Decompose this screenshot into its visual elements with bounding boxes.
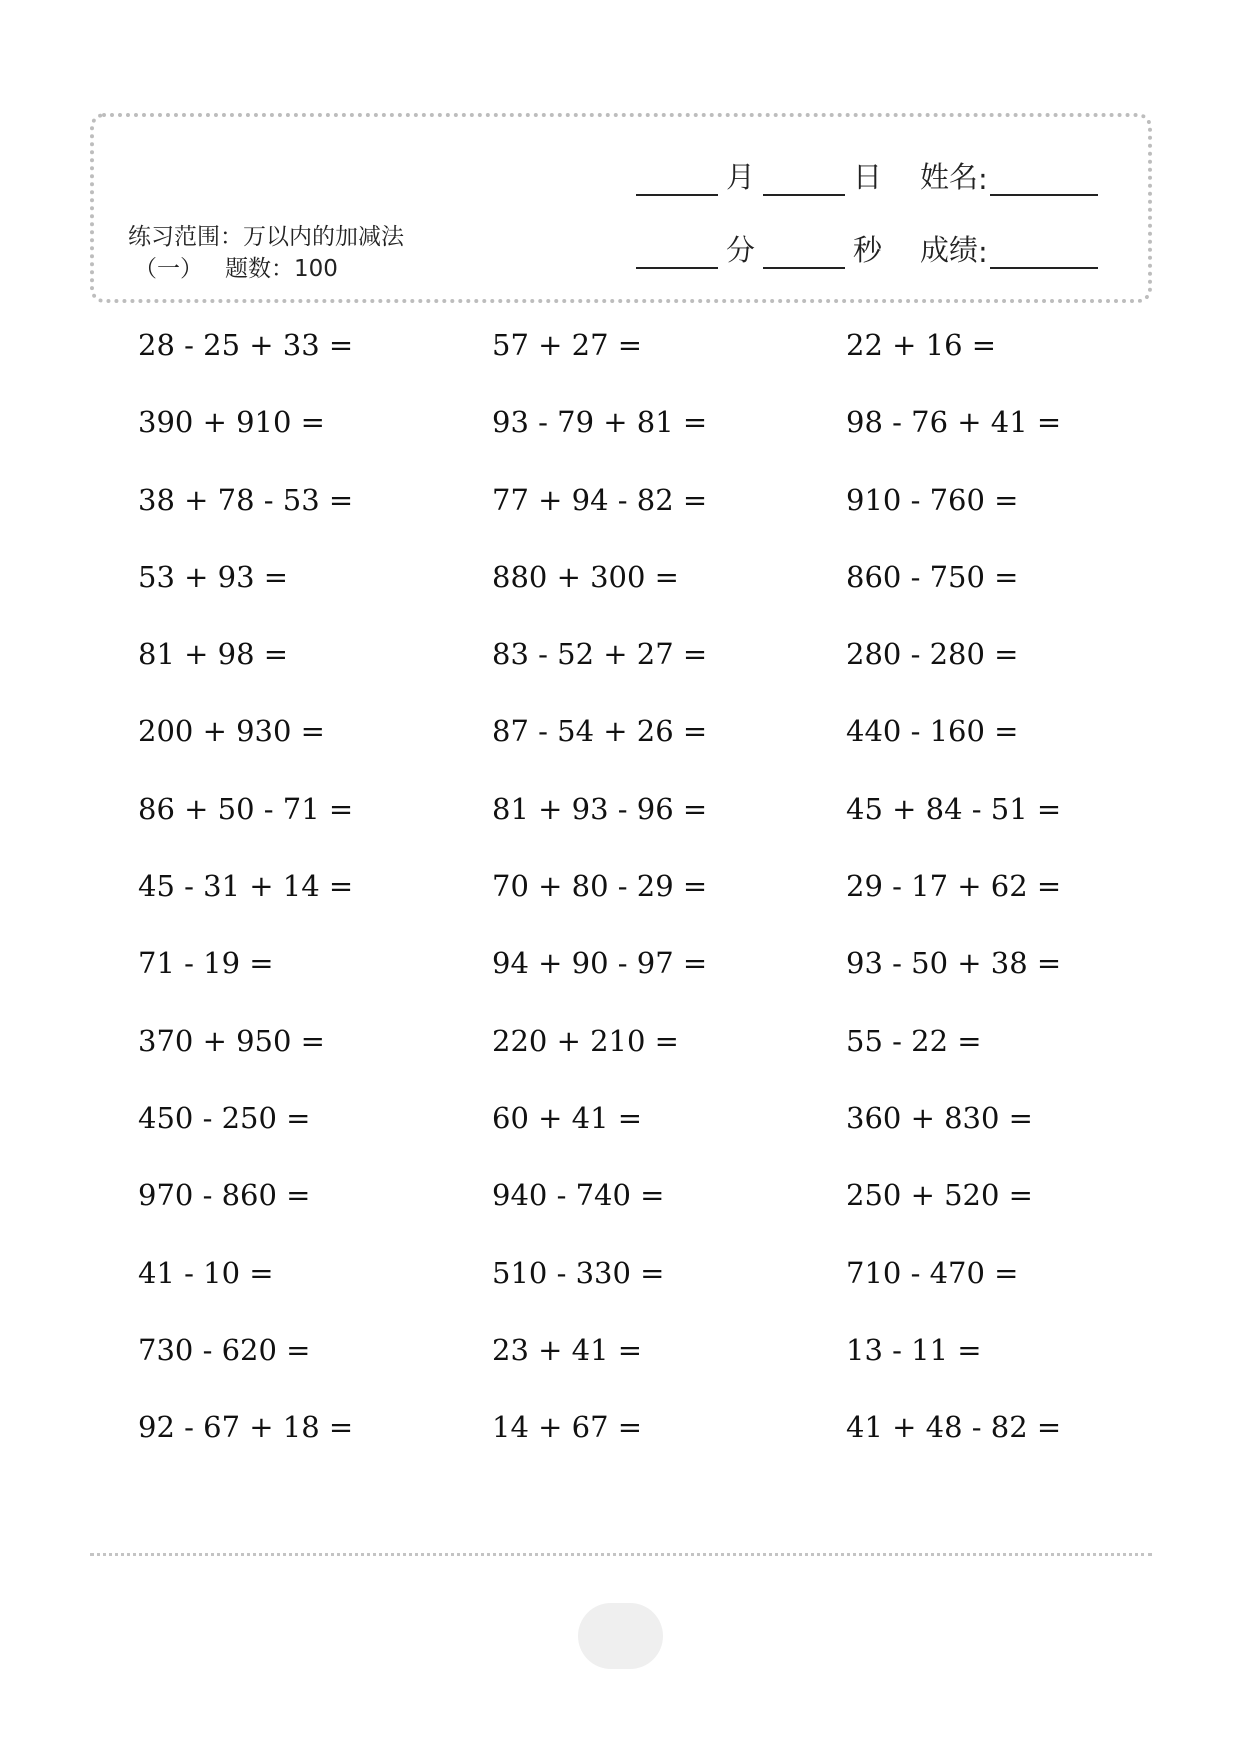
problem: 29 - 17 + 62 =: [846, 869, 1062, 904]
problem: 910 - 760 =: [846, 482, 1019, 517]
worksheet-header: [90, 113, 1152, 303]
month-blank[interactable]: [636, 166, 718, 196]
problem: 730 - 620 =: [138, 1332, 311, 1367]
name-label: 姓名: [920, 160, 979, 194]
problem: 390 + 910 =: [138, 405, 325, 440]
problem: 45 - 31 + 14 =: [138, 869, 354, 904]
problem: 450 - 250 =: [138, 1100, 311, 1135]
problem: 57 + 27 =: [492, 328, 643, 362]
problem: 94 + 90 - 97 =: [492, 946, 708, 981]
problem: 200 + 930 =: [138, 714, 325, 749]
problem: 53 + 93 =: [138, 559, 289, 594]
problem: 440 - 160 =: [846, 714, 1019, 749]
day-blank[interactable]: [763, 166, 845, 196]
date-name-row: [636, 155, 1098, 196]
problem: 220 + 210 =: [492, 1023, 679, 1058]
name-blank[interactable]: [990, 166, 1098, 196]
problem: 860 - 750 =: [846, 559, 1019, 594]
day-label: 日: [853, 160, 883, 194]
problem: 60 + 41 =: [492, 1100, 643, 1135]
second-label: 秒: [853, 233, 883, 267]
problem: 710 - 470 =: [846, 1255, 1019, 1290]
problem: 13 - 11 =: [846, 1332, 982, 1367]
problem-grid: [138, 307, 1098, 1466]
problem: 41 + 48 - 82 =: [846, 1410, 1062, 1445]
problem: 86 + 50 - 71 =: [138, 791, 354, 826]
problem: 940 - 740 =: [492, 1178, 665, 1213]
score-blank[interactable]: [990, 239, 1098, 269]
problem: 360 + 830 =: [846, 1100, 1033, 1135]
practice-range: [128, 221, 404, 285]
score-label: 成绩: [920, 233, 979, 267]
name-colon: :: [978, 162, 988, 196]
page-number-badge: [578, 1603, 663, 1669]
problem: 38 + 78 - 53 =: [138, 482, 354, 517]
problem: 23 + 41 =: [492, 1332, 643, 1367]
problem: 81 + 93 - 96 =: [492, 791, 708, 826]
problem: 93 - 50 + 38 =: [846, 946, 1062, 981]
problem: 83 - 52 + 27 =: [492, 637, 708, 672]
range-subtitle: [128, 253, 404, 285]
problem: 41 - 10 =: [138, 1255, 274, 1290]
problem: 55 - 22 =: [846, 1023, 982, 1058]
time-score-row: [636, 228, 1098, 269]
minute-blank[interactable]: [636, 239, 718, 269]
footer-divider: [90, 1553, 1152, 1556]
problem: 77 + 94 - 82 =: [492, 482, 708, 517]
month-label: 月: [726, 160, 756, 194]
problem: 250 + 520 =: [846, 1178, 1033, 1213]
minute-label: 分: [726, 233, 756, 267]
second-blank[interactable]: [763, 239, 845, 269]
problem: 280 - 280 =: [846, 637, 1019, 672]
problem: 71 - 19 =: [138, 946, 274, 981]
range-part-label: （一）: [134, 256, 203, 282]
problem: 45 + 84 - 51 =: [846, 791, 1062, 826]
problem: 81 + 98 =: [138, 637, 289, 672]
problem: 92 - 67 + 18 =: [138, 1410, 354, 1445]
question-count-value: 100: [294, 256, 338, 282]
problem: 70 + 80 - 29 =: [492, 869, 708, 904]
problem: 22 + 16 =: [846, 328, 997, 362]
question-count-label: 题数：: [225, 256, 294, 282]
range-title: 练习范围：万以内的加减法: [128, 224, 404, 250]
problem: 510 - 330 =: [492, 1255, 665, 1290]
problem: 28 - 25 + 33 =: [138, 328, 354, 362]
problem: 93 - 79 + 81 =: [492, 405, 708, 440]
problem: 98 - 76 + 41 =: [846, 405, 1062, 440]
score-colon: :: [978, 235, 988, 269]
problem: 370 + 950 =: [138, 1023, 325, 1058]
problem: 14 + 67 =: [492, 1410, 643, 1445]
problem: 87 - 54 + 26 =: [492, 714, 708, 749]
problem: 880 + 300 =: [492, 559, 679, 594]
problem: 970 - 860 =: [138, 1178, 311, 1213]
